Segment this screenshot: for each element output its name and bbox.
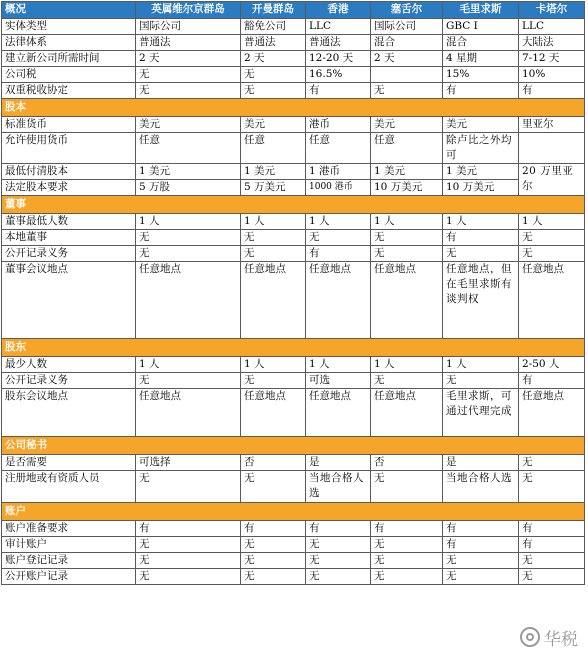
- table-cell: 1 人: [136, 357, 241, 373]
- table-row: [2, 537, 585, 553]
- row-label: 董事会议地点: [2, 262, 136, 339]
- row-label: 法定股本要求: [2, 180, 136, 196]
- table-cell: 无: [241, 67, 306, 83]
- section-header-shareholders: [2, 339, 585, 357]
- table-cell: 无: [241, 83, 306, 99]
- table-cell: 1 港币: [306, 164, 371, 180]
- table-cell: 无: [371, 373, 443, 389]
- table-cell: 1 人: [241, 214, 306, 230]
- table-cell: 否: [241, 455, 306, 471]
- table-cell: 1 美元: [241, 164, 306, 180]
- table-cell: 国际公司: [136, 19, 241, 35]
- table-cell: 1 美元: [136, 164, 241, 180]
- table-cell: 无: [371, 569, 443, 585]
- table-cell: 除卢比之外均可: [443, 133, 519, 164]
- table-row: [2, 357, 585, 373]
- table-cell: 无: [371, 246, 443, 262]
- table-row: [2, 262, 585, 339]
- table-cell: 有: [306, 521, 371, 537]
- table-cell: 任意地点: [306, 389, 371, 437]
- table-cell: 1 美元: [371, 164, 443, 180]
- wechat-channel-logo-icon: [520, 627, 540, 647]
- table-cell: 任意: [371, 133, 443, 164]
- row-label: 公司税: [2, 67, 136, 83]
- table-cell: 任意地点: [241, 262, 306, 339]
- section-header-share-capital: [2, 99, 585, 117]
- table-cell: 有: [443, 83, 519, 99]
- table-cell: 2-50 人: [519, 357, 585, 373]
- table-cell: 混合: [371, 35, 443, 51]
- header-cell-qatar: 卡塔尔: [519, 2, 585, 19]
- table-cell: LLC: [306, 19, 371, 35]
- table-cell: 无: [136, 553, 241, 569]
- section-title: 账户: [2, 503, 585, 521]
- header-cell-cayman: 开曼群岛: [241, 2, 306, 19]
- table-cell: 无: [241, 537, 306, 553]
- table-cell: 10%: [519, 67, 585, 83]
- table-cell: 豁免公司: [241, 19, 306, 35]
- table-cell: 无: [371, 83, 443, 99]
- table-cell: 无: [241, 246, 306, 262]
- table-row: [2, 35, 585, 51]
- row-label: 审计账户: [2, 537, 136, 553]
- table-cell: 5 万股: [136, 180, 241, 196]
- table-cell: 任意地点: [241, 389, 306, 437]
- table-cell: 16.5%: [306, 67, 371, 83]
- table-cell: 1 人: [241, 357, 306, 373]
- table-cell: [519, 133, 585, 164]
- table-cell: 任意地点: [519, 262, 585, 339]
- table-cell: 毛里求斯，可通过代理完成: [443, 389, 519, 437]
- table-cell: 有: [519, 521, 585, 537]
- table-cell: 可选择: [136, 455, 241, 471]
- table-row: [2, 521, 585, 537]
- table-cell: 1 美元: [443, 164, 519, 180]
- table-cell: 1 人: [136, 214, 241, 230]
- table-cell: 当地合格人选: [443, 471, 519, 503]
- table-cell: 无: [241, 230, 306, 246]
- table-cell: 国际公司: [371, 19, 443, 35]
- row-label: 最少人数: [2, 357, 136, 373]
- table-cell: 1000 港币: [306, 180, 371, 196]
- table-cell: 无: [241, 553, 306, 569]
- section-header-company-secretary: [2, 437, 585, 455]
- table-cell: 10 万美元: [371, 180, 443, 196]
- table-cell: 大陆法: [519, 35, 585, 51]
- table-cell: [371, 67, 443, 83]
- section-title: 股本: [2, 99, 585, 117]
- table-cell: 有: [443, 521, 519, 537]
- table-row: [2, 133, 585, 164]
- table-cell: 1 人: [443, 357, 519, 373]
- table-cell: GBC I: [443, 19, 519, 35]
- section-title: 董事: [2, 196, 585, 214]
- row-label: 注册地或有资质人员: [2, 471, 136, 503]
- table-cell: 混合: [443, 35, 519, 51]
- table-cell: 无: [136, 83, 241, 99]
- table-cell: 任意地点: [136, 262, 241, 339]
- table-cell: 无: [519, 569, 585, 585]
- table-cell: 2 天: [371, 51, 443, 67]
- table-cell: 无: [241, 373, 306, 389]
- table-row: [2, 246, 585, 262]
- table-row: [2, 117, 585, 133]
- table-row: [2, 373, 585, 389]
- table-cell: 美元: [371, 117, 443, 133]
- table-cell: 当地合格人选: [306, 471, 371, 503]
- table-cell: 任意: [306, 133, 371, 164]
- table-cell: 任意: [241, 133, 306, 164]
- table-cell: 普通法: [241, 35, 306, 51]
- table-row: [2, 455, 585, 471]
- table-cell: 任意地点: [306, 262, 371, 339]
- table-row: [2, 83, 585, 99]
- table-cell: 美元: [241, 117, 306, 133]
- table-cell: 普通法: [306, 35, 371, 51]
- table-cell: 20 万里亚尔: [519, 164, 585, 196]
- table-cell: 无: [136, 471, 241, 503]
- table-cell: 无: [136, 67, 241, 83]
- table-cell: 1 人: [306, 357, 371, 373]
- table-cell: 无: [136, 569, 241, 585]
- table-cell: 里亚尔: [519, 117, 585, 133]
- table-cell: 任意地点: [371, 389, 443, 437]
- table-cell: 有: [306, 83, 371, 99]
- table-cell: 无: [519, 246, 585, 262]
- table-cell: 有: [443, 230, 519, 246]
- table-row: [2, 51, 585, 67]
- header-cell-hongkong: 香港: [306, 2, 371, 19]
- table-cell: 无: [136, 230, 241, 246]
- table-row: [2, 553, 585, 569]
- row-label: 本地董事: [2, 230, 136, 246]
- table-cell: 有: [241, 521, 306, 537]
- table-cell: 有: [519, 373, 585, 389]
- table-cell: 4 星期: [443, 51, 519, 67]
- table-cell: 任意地点: [371, 262, 443, 339]
- table-cell: 任意地点: [136, 389, 241, 437]
- table-row: [2, 471, 585, 503]
- row-label: 最低付清股本: [2, 164, 136, 180]
- table-cell: 无: [136, 373, 241, 389]
- row-label: 董事最低人数: [2, 214, 136, 230]
- table-row: [2, 164, 585, 180]
- row-label: 实体类型: [2, 19, 136, 35]
- table-cell: 无: [306, 569, 371, 585]
- table-cell: 无: [443, 569, 519, 585]
- row-label: 公开记录义务: [2, 373, 136, 389]
- table-cell: 无: [306, 537, 371, 553]
- table-cell: 任意: [136, 133, 241, 164]
- row-label: 账户准备要求: [2, 521, 136, 537]
- table-cell: 有: [371, 521, 443, 537]
- table-cell: 有: [519, 537, 585, 553]
- table-cell: 任意地点: [519, 389, 585, 437]
- table-cell: 1 人: [306, 214, 371, 230]
- table-row: [2, 214, 585, 230]
- row-label: 公开账户记录: [2, 569, 136, 585]
- table-cell: 5 万美元: [241, 180, 306, 196]
- table-cell: 有: [306, 246, 371, 262]
- table-cell: 无: [136, 246, 241, 262]
- table-cell: 无: [306, 230, 371, 246]
- row-label: 股东会议地点: [2, 389, 136, 437]
- table-cell: 普通法: [136, 35, 241, 51]
- table-cell: 1 人: [371, 214, 443, 230]
- header-cell-mauritius: 毛里求斯: [443, 2, 519, 19]
- table-cell: 无: [443, 553, 519, 569]
- table-row: [2, 569, 585, 585]
- table-cell: 无: [371, 471, 443, 503]
- table-cell: 无: [519, 230, 585, 246]
- table-cell: 2 天: [241, 51, 306, 67]
- table-cell: 是: [306, 455, 371, 471]
- table-cell: 可选: [306, 373, 371, 389]
- table-cell: 任意地点，但在毛里求斯有谈判权: [443, 262, 519, 339]
- table-cell: 1 人: [443, 214, 519, 230]
- row-label: 账户登记记录: [2, 553, 136, 569]
- row-label: 是否需要: [2, 455, 136, 471]
- table-cell: 无: [519, 471, 585, 503]
- row-label: 标准货币: [2, 117, 136, 133]
- table-cell: 无: [306, 553, 371, 569]
- row-label: 允许使用货币: [2, 133, 136, 164]
- table-cell: 7-12 天: [519, 51, 585, 67]
- table-cell: 无: [519, 455, 585, 471]
- table-cell: 无: [241, 471, 306, 503]
- table-cell: 无: [371, 537, 443, 553]
- table-row: [2, 230, 585, 246]
- table-cell: 美元: [136, 117, 241, 133]
- watermark: [520, 624, 588, 650]
- table-cell: 1 人: [371, 357, 443, 373]
- watermark-text: 华税: [544, 629, 578, 650]
- table-cell: 美元: [443, 117, 519, 133]
- table-cell: 有: [443, 537, 519, 553]
- table-row: [2, 180, 585, 196]
- header-cell-overview: 概况: [2, 2, 136, 19]
- table-cell: 无: [241, 569, 306, 585]
- table-row: [2, 19, 585, 35]
- header-cell-bvi: 英属维尔京群岛: [136, 2, 241, 19]
- table-cell: LLC: [519, 19, 585, 35]
- table-cell: 无: [519, 553, 585, 569]
- table-cell: 港币: [306, 117, 371, 133]
- table-cell: 2 天: [136, 51, 241, 67]
- table-cell: 否: [371, 455, 443, 471]
- table-cell: 有: [136, 521, 241, 537]
- table-cell: 无: [371, 230, 443, 246]
- table-cell: 无: [371, 553, 443, 569]
- table-cell: 10 万美元: [443, 180, 519, 196]
- section-title: 股东: [2, 339, 585, 357]
- table-cell: 1 人: [519, 214, 585, 230]
- offshore-comparison-table: [1, 1, 585, 585]
- header-cell-seychelles: 塞舌尔: [371, 2, 443, 19]
- table-cell: 有: [519, 83, 585, 99]
- table-cell: 无: [136, 537, 241, 553]
- table-row: [2, 67, 585, 83]
- row-label: 公开记录义务: [2, 246, 136, 262]
- table-row: [2, 389, 585, 437]
- table-cell: 是: [443, 455, 519, 471]
- section-header-directors: [2, 196, 585, 214]
- table-cell: 无: [443, 246, 519, 262]
- row-label: 法律体系: [2, 35, 136, 51]
- table-header-row: [2, 2, 585, 19]
- table-cell: 15%: [443, 67, 519, 83]
- section-header-accounts: [2, 503, 585, 521]
- section-title: 公司秘书: [2, 437, 585, 455]
- row-label: 建立新公司所需时间: [2, 51, 136, 67]
- table-cell: 无: [443, 373, 519, 389]
- table-cell: 12-20 天: [306, 51, 371, 67]
- row-label: 双重税收协定: [2, 83, 136, 99]
